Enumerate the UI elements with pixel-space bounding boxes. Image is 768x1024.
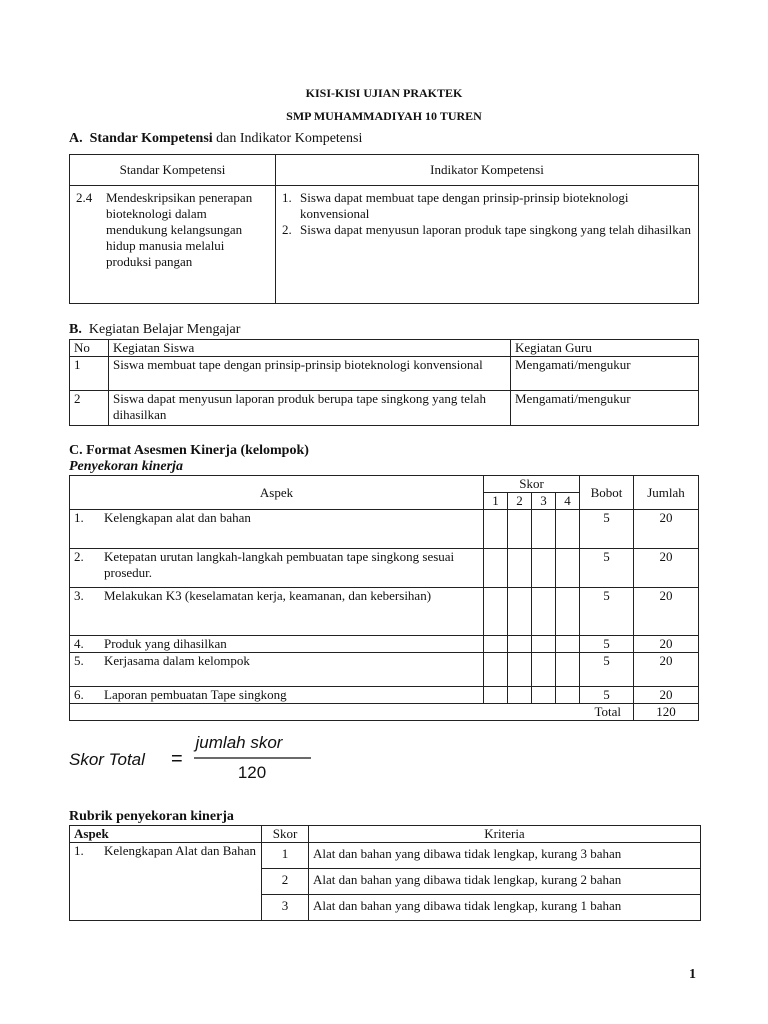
table-row — [70, 391, 699, 426]
formula-numerator: jumlah skor — [195, 734, 283, 752]
sk-number: 2.4 — [76, 190, 93, 205]
row-number: 2 — [70, 391, 109, 426]
aspek-text: Kerjasama dalam kelompok — [104, 653, 250, 668]
document-title: KISI-KISI UJIAN PRAKTEK — [305, 86, 463, 100]
rubrik-kriteria: Alat dan bahan yang dibawa tidak lengkap, kurang 1 bahan — [309, 895, 701, 921]
formula-equals: = — [171, 748, 183, 770]
bobot-value: 5 — [580, 687, 634, 704]
indikator-item: Siswa dapat menyusun laporan produk tape singkong yang telah dihasilkan — [300, 222, 692, 237]
aspek-text: Laporan pembuatan Tape singkong — [104, 687, 287, 702]
formula-lhs: Skor Total — [69, 750, 145, 769]
kompetensi-table — [69, 154, 699, 304]
penyekoran-table — [69, 475, 699, 721]
table-row — [70, 510, 699, 549]
table-row — [70, 653, 699, 687]
formula-denominator: 120 — [237, 763, 267, 782]
bobot-value: 5 — [580, 510, 634, 549]
table-row — [70, 588, 699, 636]
bobot-value: 5 — [580, 588, 634, 636]
table-row — [70, 843, 701, 869]
row-number: 1. — [74, 510, 84, 525]
rubrik-aspek-text: Kelengkapan Alat dan Bahan — [104, 843, 256, 858]
jumlah-value: 20 — [634, 588, 699, 636]
kegiatan-guru: Mengamati/mengukur — [511, 391, 699, 426]
section-a-heading-bold: Standar Kompetensi — [89, 131, 213, 146]
rubrik-skor: 3 — [262, 895, 309, 921]
total-value: 120 — [634, 704, 699, 721]
section-a-heading — [69, 131, 362, 147]
row-number: 1 — [70, 357, 109, 391]
aspek-text: Ketepatan urutan langkah-langkah pembuatan tape singkong sesuai prosedur. — [104, 549, 455, 580]
table-row — [70, 549, 699, 588]
skor-level: 2 — [508, 493, 532, 510]
rubrik-skor: 1 — [262, 843, 309, 869]
header-kegiatan-siswa: Kegiatan Siswa — [109, 340, 511, 357]
section-b-heading — [69, 322, 240, 338]
header-jumlah: Jumlah — [634, 476, 699, 510]
skor-level: 3 — [532, 493, 556, 510]
table-row — [70, 636, 699, 653]
section-a-letter: A. — [69, 131, 83, 146]
bobot-value: 5 — [580, 653, 634, 687]
sk-text: Mendeskripsikan penerapan bioteknologi dalam mendukung kelangsungan hidup manusia melalui produksi pangan — [106, 190, 253, 269]
indikator-kompetensi-cell: 1. Siswa dapat membuat tape dengan prinsip-prinsip bioteknologi konvensional 2. Siswa dapat menyusun laporan produk tape singkong yang telah dihasilkan — [276, 186, 699, 304]
skor-level: 1 — [484, 493, 508, 510]
aspek-text: Melakukan K3 (keselamatan kerja, keamanan, dan kebersihan) — [104, 588, 432, 603]
header-indikator-kompetensi: Indikator Kompetensi — [276, 155, 699, 186]
jumlah-value: 20 — [634, 687, 699, 704]
aspek-text: Kelengkapan alat dan bahan — [104, 510, 251, 525]
row-number: 2. — [74, 549, 84, 564]
kegiatan-guru: Mengamati/mengukur — [511, 357, 699, 391]
jumlah-value: 20 — [634, 549, 699, 588]
header-skor: Skor — [484, 476, 580, 493]
header-kegiatan-guru: Kegiatan Guru — [511, 340, 699, 357]
table-row — [70, 357, 699, 391]
row-number: 4. — [74, 636, 84, 651]
jumlah-value: 20 — [634, 510, 699, 549]
section-a-heading-rest: dan Indikator Kompetensi — [212, 131, 363, 146]
rubrik-aspek-cell — [70, 843, 262, 921]
rubrik-heading: Rubrik penyekoran kinerja — [69, 809, 234, 824]
rubrik-kriteria: Alat dan bahan yang dibawa tidak lengkap, kurang 3 bahan — [309, 843, 701, 869]
header-aspek: Aspek — [70, 476, 484, 510]
bobot-value: 5 — [580, 636, 634, 653]
section-b-title: Kegiatan Belajar Mengajar — [88, 322, 241, 337]
skor-total-formula — [69, 734, 319, 784]
school-name: SMP MUHAMMADIYAH 10 TUREN — [286, 109, 482, 123]
kegiatan-siswa: Siswa membuat tape dengan prinsip-prinsip bioteknologi konvensional — [109, 357, 511, 391]
aspek-text: Produk yang dihasilkan — [104, 636, 227, 651]
section-c-heading: C. Format Asesmen Kinerja (kelompok) — [69, 443, 309, 458]
header-no: No — [70, 340, 109, 357]
rubrik-aspek-number: 1. — [74, 843, 84, 858]
skor-level: 4 — [556, 493, 580, 510]
rubrik-header-aspek: Aspek — [70, 826, 262, 843]
rubrik-table — [69, 825, 701, 921]
rubrik-header-kriteria: Kriteria — [309, 826, 701, 843]
section-c-subheading: Penyekoran kinerja — [69, 459, 183, 474]
standar-kompetensi-cell — [70, 186, 276, 304]
jumlah-value: 20 — [634, 636, 699, 653]
total-row — [70, 704, 699, 721]
section-b-letter: B. — [69, 322, 82, 337]
row-number: 6. — [74, 687, 84, 702]
indikator-item: Siswa dapat membuat tape dengan prinsip-prinsip bioteknologi konvensional — [300, 190, 629, 221]
row-number: 5. — [74, 653, 84, 668]
kbm-table — [69, 339, 699, 426]
jumlah-value: 20 — [634, 653, 699, 687]
rubrik-kriteria: Alat dan bahan yang dibawa tidak lengkap, kurang 2 bahan — [309, 869, 701, 895]
header-bobot: Bobot — [580, 476, 634, 510]
rubrik-header-skor: Skor — [262, 826, 309, 843]
header-standar-kompetensi: Standar Kompetensi — [70, 155, 276, 186]
total-label: Total — [70, 704, 634, 721]
row-number: 3. — [74, 588, 84, 603]
bobot-value: 5 — [580, 549, 634, 588]
table-row — [70, 687, 699, 704]
page-number: 1 — [689, 967, 696, 982]
rubrik-skor: 2 — [262, 869, 309, 895]
kegiatan-siswa: Siswa dapat menyusun laporan produk berupa tape singkong yang telah dihasilkan — [109, 391, 511, 426]
